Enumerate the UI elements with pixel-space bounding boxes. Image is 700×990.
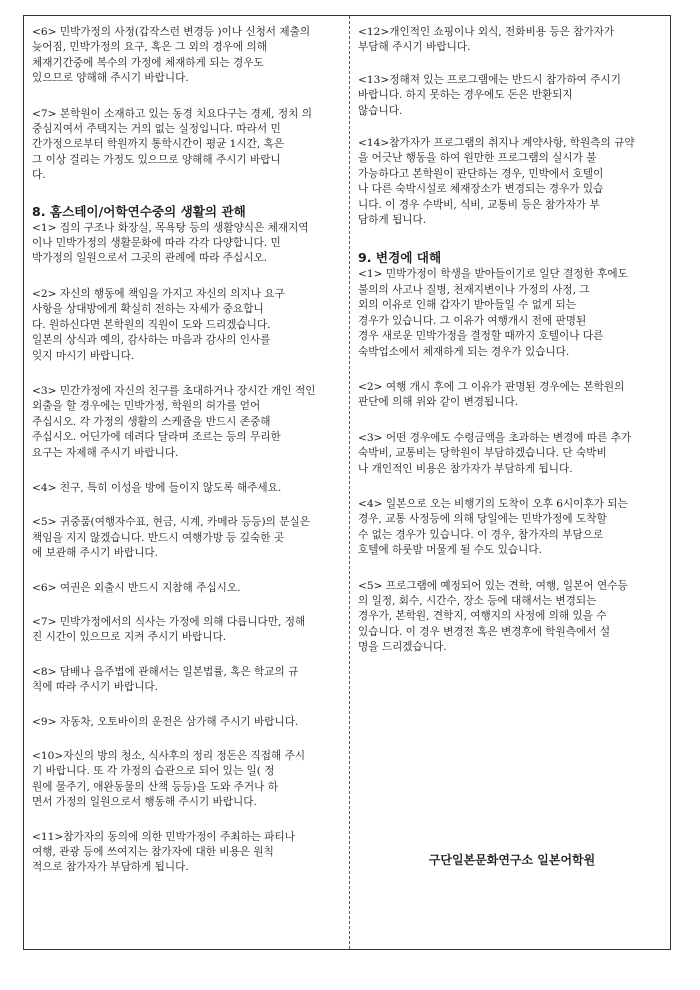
s8-item-9: <9> 자동차, 오토바이의 운전은 삼가해 주시기 바랍니다. xyxy=(32,715,299,728)
s8-item-4: <4> 친구, 특히 이성을 방에 들이지 않도록 해주세요. xyxy=(32,481,282,494)
s9-item-1: <1> 민박가정이 학생을 받아들이기로 일단 결정한 후에도 불의의 사고나 질병, 천재지변이나 가정의 사정, 그 외의 이유로 인해 갑자기 받아들일 수 없게 되는 경우가 있습니다. 그 이유가 여행개시 전에 판명된 경우 새로운 민박가정을 결정할 때까지 호텔이나 다른 숙박업소에서 체재하게 되는 경우가 있습니다. xyxy=(358,268,628,358)
s9-item-3: <3> 어떤 경우에도 수령금액을 초과하는 변경에 따른 추가 숙박비, 교통비는 당학원이 부담하겠습니다. 단 숙박비 나 개인적인 비용은 참가자가 부담하게 됩니다. xyxy=(358,431,632,475)
s8-item-7: <7> 민박가정에서의 식사는 가정에 의해 다릅니다만, 정해 진 시간이 있으므로 지켜 주시기 바랍니다. xyxy=(32,615,306,644)
item-r12: <12>개인적인 쇼핑이나 외식, 전화비용 등은 참가자가 부담해 주시기 바랍니다. xyxy=(358,26,615,54)
item-r14: <14>참가자가 프로그램의 취지나 계약사항, 학원측의 규약 을 어긋난 행동을 하여 원만한 프로그램의 실시가 불 가능하다고 본학원이 판단하는 경우, 민박에서 호텔이 나 다른 숙박시설로 체재장소가 변경되는 경우가 있습 니다. 이 경우 수박비, 식비, 교통비 등은 참가자가 부 담하게 됩니다. xyxy=(358,137,635,227)
s8-item-2: <2> 자신의 행동에 책임을 가지고 자신의 의지나 요구 사항을 상대방에게 확실히 전하는 자세가 중요합니 다. 원하신다면 본학원의 직원이 도와 드리겠습니다. 일본의 상식과 예의, 감사하는 마음과 감사의 인사를 잊지 마시기 바랍니다. xyxy=(32,287,285,362)
item-l7: <7> 본학원이 소재하고 있는 동경 치요다구는 경제, 정치 의 중심지여서 주택지는 거의 없는 실정입니다. 따라서 민 간가정으로부터 학원까지 통학시간이 평균 1시간, 혹은 그 이상 걸리는 가정도 있으므로 양해해 주시기 바랍니 다. xyxy=(32,107,312,182)
s8-item-3: <3> 민간가정에 자신의 친구를 초대하거나 장시간 개인 적인 외출을 할 경우에는 민박가정, 학원의 허가를 얻어 주십시오. 각 가정의 생활의 스케쥴을 반드시 존중해 주십시오. 어딘가에 데려다 달라며 조르는 등의 무리한 요구는 자제해 주시기 바랍니다. xyxy=(32,384,316,459)
section-8-heading: 8. 홈스테이/어학연수중의 생활의 관해 xyxy=(32,203,246,219)
s8-item-10: <10>자신의 방의 청소, 식사후의 정리 정돈은 직접해 주시 기 바랍니다. 또 각 가정의 습관으로 되어 있는 일( 정 원에 물주기, 애완동물의 산책 등등)을 도와 주거나 하 면서 가정의 일원으로서 행동해 주시기 바랍니다. xyxy=(32,750,306,809)
s8-item-1: <1> 집의 구조나 화장실, 목욕탕 등의 생활양식은 체재지역 이나 민박가정의 생활문화에 따라 각각 다양합니다. 민 박가정의 일원으로서 그곳의 관례에 따라 주십시오. xyxy=(32,221,309,265)
document-frame xyxy=(23,15,671,950)
right-column xyxy=(358,25,666,867)
item-l6: <6> 민박가정의 사정(갑작스런 변경등 )이나 신청서 제출의 늦어짐, 민박가정의 요구, 혹은 그 외의 경우에 의해 체재기간중에 복수의 가정에 체재하게 되는 경우도 있으므로 양해해 주시기 바랍니다. xyxy=(32,26,311,85)
s9-item-5: <5> 프로그램에 예정되어 있는 견학, 여행, 일본어 연수등 의 일정, 회수, 시간수, 장소 등에 대해서는 변경되는 경우가, 본학원, 견학지, 여행지의 사정에 의해 있을 수 있습니다. 이 경우 변경전 혹은 변경후에 학원측에서 설 명을 드리겠습니다. xyxy=(358,579,628,654)
s8-item-6: <6> 여권은 외출시 반드시 지참해 주십시오. xyxy=(32,581,241,594)
organization-name: 구단일본문화연구소 일본어학원 xyxy=(428,853,596,867)
s9-item-4: <4> 일본으로 오는 비행기의 도착이 오후 6시이후가 되는 경우, 교통 사정등에 의해 당일에는 민박가정에 도착할 수 없는 경우가 있습니다. 이 경우, 참가자의 부담으로 호텔에 하룻밤 머물게 될 수도 있습니다. xyxy=(358,497,628,557)
s8-item-8: <8> 담배나 음주법에 관해서는 일본법률, 혹은 학교의 규 칙에 따라 주시기 바랍니다. xyxy=(32,665,299,694)
left-column xyxy=(32,25,340,876)
s9-item-2: <2> 여행 개시 후에 그 이유가 판명된 경우에는 본학원의 판단에 의해 위와 같이 변경됩니다. xyxy=(358,380,625,409)
item-r13: <13>정해져 있는 프로그램에는 반드시 참가하여 주시기 바랍니다. 하지 못하는 경우에도 돈은 반환되지 않습니다. xyxy=(358,73,621,117)
s8-item-5: <5> 귀중품(여행자수표, 현금, 시계, 카메라 등등)의 분실은 책임을 지지 않겠습니다. 반드시 여행가방 등 깊숙한 곳 에 보관해 주시기 바랍니다. xyxy=(32,516,310,560)
section-9-heading: 9. 변경에 대해 xyxy=(358,250,442,266)
s8-item-11: <11>참가자의 동의에 의한 민박가정이 주최하는 파티나 여행, 관광 등에 쓰여지는 참가자에 대한 비용은 원칙 적으로 참가자가 부담하게 됩니다. xyxy=(32,830,295,874)
column-divider xyxy=(349,16,350,949)
